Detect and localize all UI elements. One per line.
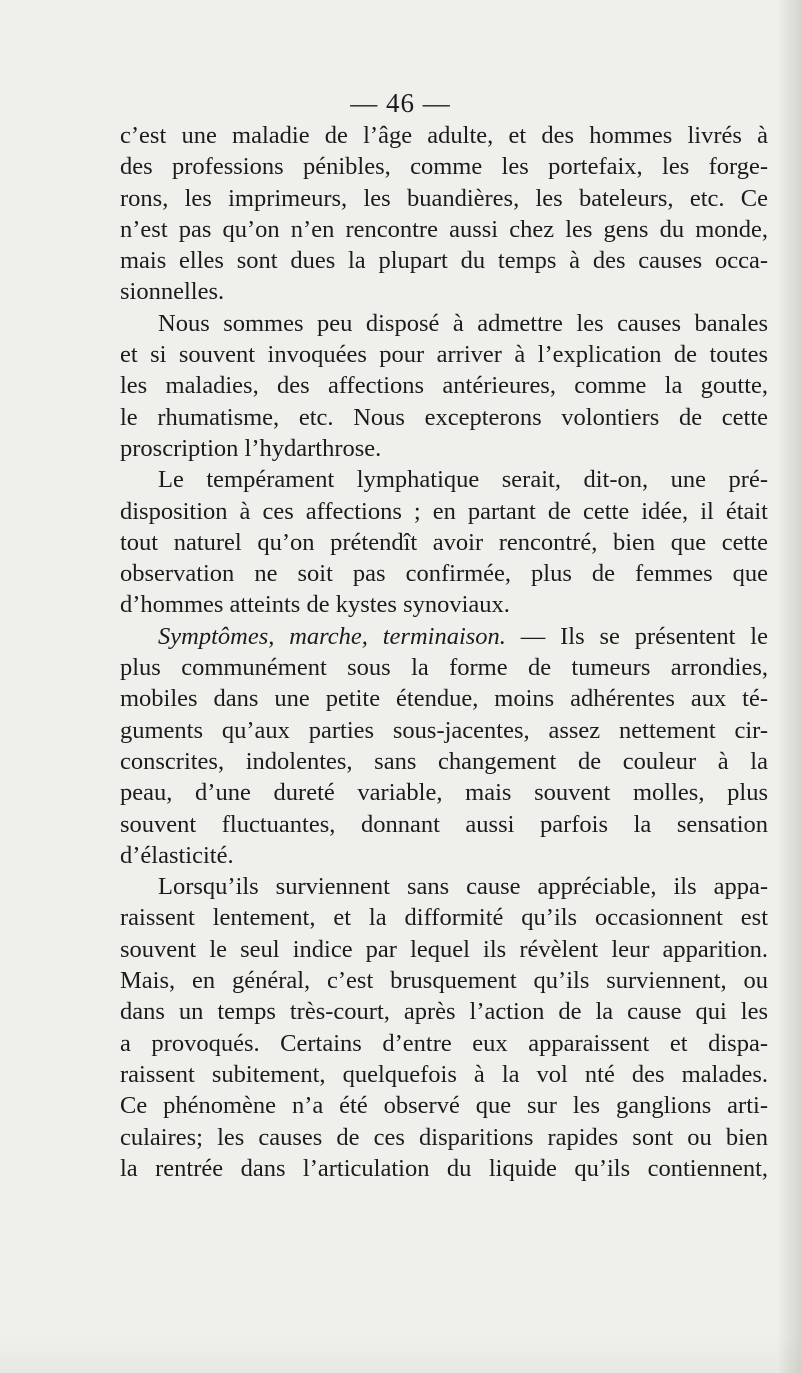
text-line (120, 621, 768, 652)
text-line: et si souvent invoquées pour arriver à l’explication de toutes (120, 341, 768, 369)
text-line: mobiles dans une petite étendue, moins adhérentes aux té- (120, 685, 768, 713)
text-line: raissent subitement, quelquefois à la vol nté des malades. (120, 1060, 768, 1088)
text-line: Nous sommes peu disposé à admettre les causes banales (158, 309, 768, 337)
text-line: Mais, en général, c’est brusquement qu’ils surviennent, ou (120, 967, 768, 995)
text-line: observation ne soit pas confirmée, plus de femmes que (120, 560, 768, 588)
text-line: Ce phénomène n’a été observé que sur les ganglions arti- (120, 1092, 768, 1120)
page-number: — 46 — (350, 88, 451, 118)
text-line: a provoqués. Certains d’entre eux apparaissent et dispa- (120, 1029, 768, 1057)
section-heading-italic: Symptômes, marche, terminaison. (158, 622, 506, 650)
text-line: sionnelles. (120, 278, 225, 306)
text-line: les maladies, des affections antérieures, comme la goutte, (120, 372, 768, 400)
text-line: guments qu’aux parties sous-jacentes, assez nettement cir- (120, 716, 768, 744)
text-line: peau, d’une dureté variable, mais souvent molles, plus (120, 779, 768, 807)
text-line: Le tempérament lymphatique serait, dit-on, une pré- (158, 466, 768, 494)
text-line: n’est pas qu’on n’en rencontre aussi chez les gens du monde, (120, 215, 768, 243)
text-line: souvent le seul indice par lequel ils révèlent leur apparition. (120, 935, 768, 963)
page-shadow (0, 1333, 801, 1373)
text-line: le rhumatisme, etc. Nous excepterons volontiers de cette (120, 403, 768, 431)
text-line: mais elles sont dues la plupart du temps à des causes occa- (120, 247, 768, 275)
text-line: souvent fluctuantes, donnant aussi parfois la sensation (120, 810, 768, 838)
line-text: — Ils se présentent le (505, 622, 768, 650)
body-text (120, 120, 768, 1184)
text-line: rons, les imprimeurs, les buandières, les bateleurs, etc. Ce (120, 184, 768, 212)
text-line: conscrites, indolentes, sans changement de couleur à la (120, 747, 768, 775)
text-line: raissent lentement, et la difformité qu’ils occasionnent est (120, 904, 768, 932)
text-line: d’élasticité. (120, 841, 234, 869)
text-line: culaires; les causes de ces disparitions rapides sont ou bien (120, 1123, 768, 1151)
text-line: dans un temps très-court, après l’action de la cause qui les (120, 998, 768, 1026)
text-line: des professions pénibles, comme les portefaix, les forge- (120, 153, 768, 181)
text-line: Lorsqu’ils surviennent sans cause appréciable, ils appa- (158, 873, 768, 901)
text-line: c’est une maladie de l’âge adulte, et des hommes livrés à (120, 122, 768, 149)
page-edge (779, 0, 801, 1373)
text-line: disposition à ces affections ; en partant de cette idée, il était (120, 497, 768, 525)
text-line: plus communément sous la forme de tumeurs arrondies, (120, 654, 768, 682)
text-line: proscription l’hydarthrose. (120, 434, 382, 462)
text-line: d’hommes atteints de kystes synoviaux. (120, 591, 510, 619)
text-line: tout naturel qu’on prétendît avoir rencontré, bien que cette (120, 528, 768, 556)
text-line: la rentrée dans l’articulation du liquide qu’ils contiennent, (120, 1154, 768, 1182)
